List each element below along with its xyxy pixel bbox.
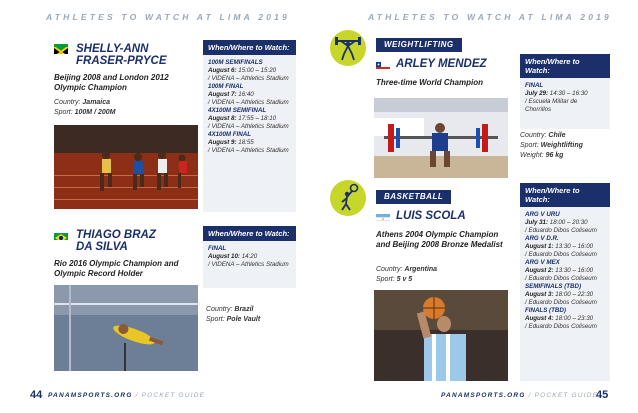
basketball-icon [330,180,366,216]
weightlifting-photo [374,98,508,178]
schedule-date: August 6: [208,67,237,74]
schedule-venue-line [208,123,291,131]
basketball-photo [374,290,508,381]
when-where-heading: When/Where to Watch: [203,40,296,55]
schedule-venue: / Eduardo Dibos Coliseum [525,227,597,234]
schedule-time: 13:30 – 16:00 [553,243,594,250]
schedule-venue: / VIDENA – Athletics Stadium [208,123,289,130]
athlete-achievement: Rio 2016 Olympic Champion and Olympic Record Holder [54,259,179,278]
page-number: 44 [30,389,43,401]
chile-flag-icon [376,59,390,69]
schedule-datetime [525,267,605,275]
schedule-datetime [525,90,605,98]
schedule-date: August 4: [525,315,554,322]
schedule-venue: / Eduardo Dibos Coliseum [525,323,597,330]
schedule-datetime [208,253,291,261]
footer-site: PANAMSPORTS.ORG / POCKET GUIDE [48,392,206,399]
schedule-date: August 9: [208,139,237,146]
schedule-heading: FINALS (TBD) [525,307,566,314]
schedule-date: August 1: [525,243,554,250]
schedule-item [208,131,291,155]
schedule-heading: 100M SEMIFINALS [208,59,263,66]
schedule-heading: FINAL [525,82,544,89]
athlete-achievement: Beijing 2008 and London 2012 Olympic Champion [54,73,169,92]
schedule-heading: ARG V URU [525,211,560,218]
schedule-heading: 4X100M FINAL [208,131,251,138]
schedule-item [208,83,291,107]
schedule-item [208,107,291,131]
schedule-item [525,283,605,307]
schedule-venue-line [525,275,605,283]
athlete-meta: Country: Brazil Sport: Pole Vault [206,306,261,323]
schedule-venue: / VIDENA – Athletics Stadium [208,147,289,154]
left-page-header: ATHLETES TO WATCH AT LIMA 2019 [46,12,290,22]
schedule-time: 18:00 – 20:30 [548,219,588,226]
schedule-venue-line [525,251,605,259]
schedule-item [525,235,605,259]
weightlifting-icon [330,30,366,66]
schedule-date: August 2: [525,267,554,274]
schedule-date: July 31: [525,219,549,226]
schedule-venue: / VIDENA – Athletics Stadium [208,75,289,82]
athlete-meta: Country: Chile Sport: Weightlifting Weight: 96 kg [520,132,583,159]
schedule-venue: / Eduardo Dibos Coliseum [525,299,597,306]
footer-site: PANAMSPORTS.ORG / POCKET GUIDE [441,392,599,399]
schedule-venue-line [525,323,605,331]
schedule-item [208,59,291,83]
schedule-time: 17:55 – 18:10 [236,115,277,122]
when-where-heading: When/Where to Watch: [520,183,610,207]
schedule-heading: FINAL [208,245,227,252]
schedule-item [525,211,605,235]
athlete-name: SHELLY-ANN FRASER-PRYCE [76,43,167,67]
basketball-schedule-box [520,183,610,381]
athlete-name: LUIS SCOLA [396,210,466,222]
schedule-date: August 8: [208,115,237,122]
schedule-time: 14:30 – 16:30 [548,90,588,97]
when-where-heading: When/Where to Watch: [203,226,296,241]
athlete-meta: Country: Argentina Sport: 5 v 5 [376,266,438,283]
thiago-schedule-box [203,226,296,288]
schedule-datetime [525,315,605,323]
schedule-venue-line [525,299,605,307]
schedule-time: 14:20 [239,253,258,260]
schedule-venue-line [525,227,605,235]
schedule-datetime [525,219,605,227]
schedule-time: 16:40 [236,91,254,98]
schedule-time: 18:00 – 22:30 [553,291,594,298]
athlete-achievement: Three-time World Champion [376,78,483,87]
schedule-heading: 100M FINAL [208,83,244,90]
category-label: BASKETBALL [376,190,451,204]
schedule-heading: ARG V MEX [525,259,560,266]
schedule-datetime [208,139,291,147]
schedule-datetime [525,291,605,299]
schedule-item [525,259,605,283]
schedule-list [520,78,610,114]
schedule-venue-line [208,75,291,83]
schedule-date: August 7: [208,91,237,98]
schedule-venue: / Eduardo Dibos Coliseum [525,275,597,282]
schedule-date: August 10: [208,253,240,260]
schedule-venue-line [525,98,605,114]
page-number: 45 [596,389,609,401]
schedule-item [525,82,605,114]
schedule-datetime [208,91,291,99]
brazil-flag-icon [54,230,68,240]
athlete-achievement: Athens 2004 Olympic Champion and Beijing 2008 Bronze Medalist [376,230,503,249]
when-where-heading: When/Where to Watch: [520,54,610,78]
schedule-date: July 29: [525,90,549,97]
argentina-flag-icon [376,211,390,221]
schedule-venue-line [208,99,291,107]
schedule-date: August 3: [525,291,554,298]
weightlifting-schedule-box [520,54,610,129]
schedule-list [520,207,610,331]
schedule-datetime [525,243,605,251]
schedule-venue-line [208,261,291,269]
schedule-datetime [208,67,291,75]
schedule-heading: 4X100M SEMIFINAL [208,107,267,114]
jamaica-flag-icon [54,44,68,54]
pole-vault-photo [54,285,198,371]
schedule-time: 15:00 – 15:20 [236,67,277,74]
schedule-venue: / VIDENA – Athletics Stadium [208,261,289,268]
schedule-time: 18:55 [236,139,254,146]
schedule-time: 18:00 – 23:30 [553,315,594,322]
schedule-item [525,307,605,331]
schedule-item [208,245,291,269]
schedule-venue-line [208,147,291,155]
schedule-heading: SEMIFINALS (TBD) [525,283,582,290]
schedule-time: 13:30 – 16:00 [553,267,594,274]
athlete-meta: Country: Jamaica Sport: 100M / 200M [54,99,116,116]
sprint-photo [54,125,198,209]
schedule-venue: / Eduardo Dibos Coliseum [525,251,597,258]
schedule-list [203,241,296,269]
athlete-name: THIAGO BRAZ DA SILVA [76,229,156,253]
schedule-venue: / Escuela Militar de Chorrillos [525,98,578,113]
schedule-list [203,55,296,155]
schedule-venue: / VIDENA – Athletics Stadium [208,99,289,106]
category-label: WEIGHTLIFTING [376,38,462,52]
athlete-name: ARLEY MENDEZ [396,58,487,70]
schedule-datetime [208,115,291,123]
shelly-schedule-box [203,40,296,212]
schedule-heading: ARG V D.R. [525,235,559,242]
right-page-header: ATHLETES TO WATCH AT LIMA 2019 [368,12,612,22]
